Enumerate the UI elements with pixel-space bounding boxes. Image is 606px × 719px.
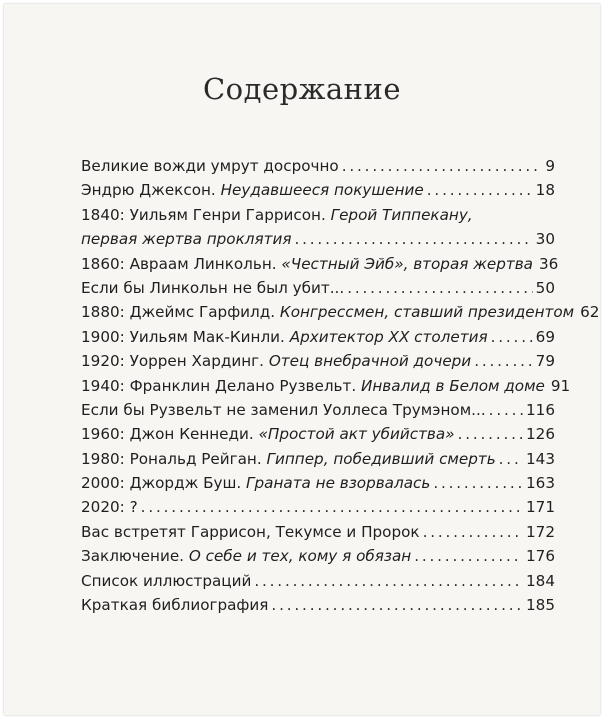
toc-page-number: 126 bbox=[526, 425, 555, 444]
toc-page-number: 9 bbox=[545, 157, 555, 175]
toc-entry bbox=[81, 276, 555, 300]
toc-page-number: 50 bbox=[535, 278, 555, 297]
dot-leader bbox=[458, 422, 523, 446]
toc-entry-text: первая жертва проклятия bbox=[81, 230, 292, 249]
toc-entry-continuation bbox=[81, 227, 555, 251]
toc-entry-text: Если бы Линкольн не был убит... bbox=[81, 278, 345, 297]
dot-leader bbox=[433, 471, 523, 495]
toc-entry bbox=[81, 447, 555, 471]
toc-page-number: 116 bbox=[526, 400, 555, 419]
toc-entry-text: Вас встретят Гаррисон, Текумсе и Пророк bbox=[81, 522, 420, 541]
toc-page-number: 185 bbox=[526, 596, 555, 615]
dot-leader bbox=[347, 276, 532, 300]
dot-leader bbox=[423, 520, 523, 544]
toc-entry-text: Великие вожди умрут досрочно bbox=[81, 157, 339, 175]
toc-page-number: 176 bbox=[526, 547, 555, 566]
toc-entry-text: 1840: Уильям Генри Гаррисон. Герой Типпекану, bbox=[81, 205, 473, 224]
toc-entry-text: 2020: ? bbox=[81, 498, 138, 517]
toc-entry-text: Эндрю Джексон. Неудавшееся покушение bbox=[81, 181, 424, 200]
toc-entry-text: 1960: Джон Кеннеди. «Простой акт убийства» bbox=[81, 425, 455, 444]
dot-leader bbox=[271, 593, 523, 617]
dot-leader bbox=[294, 227, 532, 251]
dot-leader bbox=[474, 349, 532, 373]
dot-leader bbox=[499, 447, 523, 471]
table-of-contents bbox=[81, 154, 600, 617]
toc-entry-text: Заключение. О себе и тех, кому я обязан bbox=[81, 547, 412, 566]
toc-page-number: 18 bbox=[535, 181, 555, 200]
toc-entry bbox=[81, 300, 600, 324]
dot-leader bbox=[489, 398, 523, 422]
dot-leader bbox=[342, 154, 543, 178]
toc-entry-text: Если бы Рузвельт не заменил Уоллеса Трумэном... bbox=[81, 400, 486, 419]
toc-entry-text: Краткая библиография bbox=[81, 596, 269, 615]
dot-leader bbox=[254, 569, 523, 593]
page-title: Содержание bbox=[202, 72, 402, 106]
toc-page-number: 91 bbox=[550, 376, 571, 395]
toc-entry bbox=[81, 593, 555, 617]
toc-entry-text: 1900: Уильям Мак-Кинли. Архитектор XX столетия bbox=[81, 327, 488, 346]
toc-page-number: 163 bbox=[526, 474, 555, 493]
toc-entry-text: 1920: Уоррен Хардинг. Отец внебрачной дочери bbox=[81, 352, 472, 371]
toc-entry bbox=[81, 544, 555, 568]
toc-entry bbox=[81, 374, 571, 398]
toc-entry-text: 1940: Франклин Делано Рузвельт. Инвалид в Белом доме bbox=[81, 376, 545, 395]
toc-page-number: 69 bbox=[535, 327, 555, 346]
toc-page-number: 62 bbox=[580, 303, 600, 322]
toc-entry-text: 1980: Рональд Рейган. Гиппер, победивший смерть bbox=[81, 449, 496, 468]
toc-page-number: 172 bbox=[526, 522, 555, 541]
dot-leader bbox=[414, 544, 523, 568]
toc-page-number: 184 bbox=[526, 571, 555, 590]
toc-page-number: 79 bbox=[535, 352, 555, 371]
toc-entry bbox=[81, 203, 555, 227]
toc-entry bbox=[81, 325, 555, 349]
toc-page-number: 171 bbox=[526, 498, 555, 517]
toc-entry bbox=[81, 471, 555, 495]
toc-entry bbox=[81, 178, 555, 202]
toc-page-number: 36 bbox=[539, 254, 559, 273]
toc-entry bbox=[81, 520, 555, 544]
dot-leader bbox=[491, 325, 533, 349]
toc-entry-text: 1860: Авраам Линкольн. «Честный Эйб», вторая жертва bbox=[81, 254, 533, 273]
toc-entry bbox=[81, 349, 555, 373]
toc-entry bbox=[81, 252, 559, 276]
dot-leader bbox=[141, 495, 523, 519]
toc-entry bbox=[81, 495, 555, 519]
toc-page-number: 30 bbox=[535, 230, 555, 249]
toc-entry bbox=[81, 154, 555, 178]
toc-entry bbox=[81, 569, 555, 593]
dot-leader bbox=[427, 178, 533, 202]
toc-entry-text: 2000: Джордж Буш. Граната не взорвалась bbox=[81, 474, 431, 493]
toc-entry-text: Список иллюстраций bbox=[81, 571, 252, 590]
toc-entry-text: 1880: Джеймс Гарфилд. Конгрессмен, ставший президентом bbox=[81, 303, 575, 322]
toc-entry bbox=[81, 398, 555, 422]
toc-entry bbox=[81, 422, 555, 446]
book-page bbox=[4, 4, 600, 715]
toc-page-number: 143 bbox=[526, 449, 555, 468]
